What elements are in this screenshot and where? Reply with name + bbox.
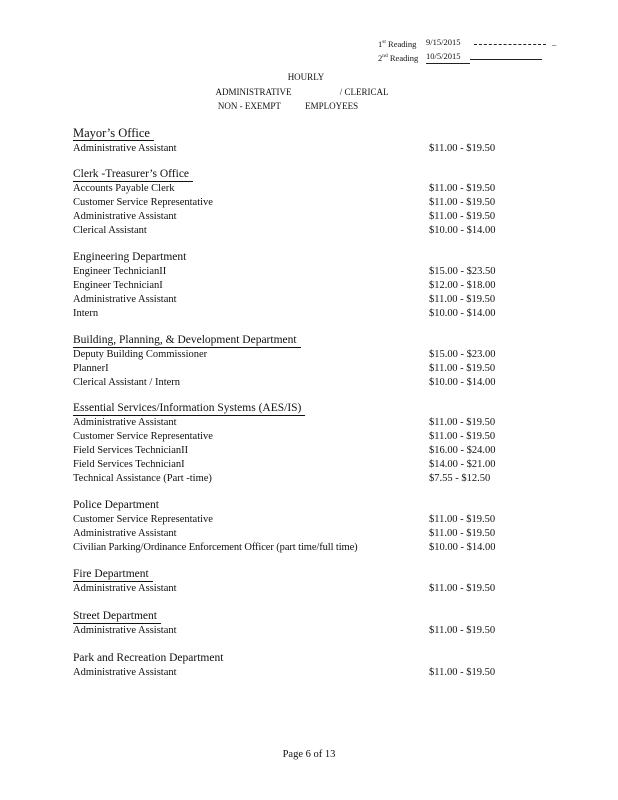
pay-range: $11.00 - $19.50 (429, 417, 496, 428)
title-clerical: / CLERICAL (339, 87, 389, 97)
pay-range: $11.00 - $19.50 (429, 431, 496, 442)
table-row (73, 624, 513, 638)
table-row (73, 666, 513, 680)
pay-range: $11.00 - $19.50 (429, 211, 496, 222)
pay-range: $11.00 - $19.50 (429, 294, 496, 305)
pay-range: $11.00 - $19.50 (429, 514, 496, 525)
position-title: Administrative Assistant (73, 667, 177, 678)
table-row (73, 527, 513, 541)
table-row (73, 430, 513, 444)
table-row (73, 182, 513, 196)
position-title: Administrative Assistant (73, 294, 177, 305)
position-title: Accounts Payable Clerk (73, 183, 175, 194)
position-title: Customer Service Representative (73, 514, 213, 525)
section-clerk-treasurer (73, 164, 513, 238)
position-title: Customer Service Representative (73, 431, 213, 442)
table-row (73, 279, 513, 293)
pay-range: $10.00 - $14.00 (429, 377, 496, 388)
position-title: Administrative Assistant (73, 417, 177, 428)
position-title: PlannerI (73, 363, 109, 374)
table-row (73, 376, 513, 390)
pay-range: $10.00 - $14.00 (429, 308, 496, 319)
table-row (73, 513, 513, 527)
position-title: Technical Assistance (Part -time) (73, 473, 212, 484)
position-title: Engineer TechnicianI (73, 280, 163, 291)
pay-range: $10.00 - $14.00 (429, 225, 496, 236)
signature-line (474, 36, 546, 45)
table-row (73, 458, 513, 472)
pay-range: $11.00 - $19.50 (429, 583, 496, 594)
title-line-2 (0, 87, 618, 97)
table-row (73, 348, 513, 362)
position-title: Clerical Assistant / Intern (73, 377, 181, 388)
pay-range: $11.00 - $19.50 (429, 143, 496, 154)
table-row (73, 541, 513, 555)
reading-tail: _ (552, 37, 557, 47)
position-title: Administrative Assistant (73, 625, 177, 636)
section-fire (73, 564, 513, 596)
position-title: Field Services TechnicianII (73, 445, 189, 456)
reading-row-1 (378, 36, 556, 50)
title-line-1 (0, 72, 618, 82)
table-row (73, 582, 513, 596)
title-hourly: HOURLY (287, 72, 325, 82)
pay-range: $11.00 - $19.50 (429, 183, 496, 194)
section-park-recreation (73, 648, 513, 680)
pay-range: $16.00 - $24.00 (429, 445, 496, 456)
position-title: Customer Service Representative (73, 197, 213, 208)
position-title: Administrative Assistant (73, 211, 177, 222)
position-title: Engineer TechnicianII (73, 266, 167, 277)
table-row (73, 142, 513, 156)
table-row (73, 472, 513, 486)
pay-range: $11.00 - $19.50 (429, 667, 496, 678)
pay-range: $10.00 - $14.00 (429, 542, 496, 553)
section-heading: Fire Department (73, 567, 153, 582)
table-row (73, 444, 513, 458)
pay-range: $11.00 - $19.50 (429, 528, 496, 539)
table-row (73, 196, 513, 210)
title-administrative: ADMINISTRATIVE (215, 87, 292, 97)
pay-range: $11.00 - $19.50 (429, 625, 496, 636)
reading-label: 1st Reading (378, 38, 417, 49)
pay-range: $7.55 - $12.50 (429, 473, 491, 484)
pay-range: $11.00 - $19.50 (429, 363, 496, 374)
table-row (73, 307, 513, 321)
reading-row-2 (378, 50, 556, 64)
table-row (73, 293, 513, 307)
section-heading: Street Department (73, 609, 161, 624)
page-number: Page 6 of 13 (282, 749, 336, 760)
pay-range: $12.00 - $18.00 (429, 280, 496, 291)
position-title: Administrative Assistant (73, 528, 177, 539)
section-building-planning (73, 330, 513, 390)
signature-line (470, 50, 542, 60)
position-title: Clerical Assistant (73, 225, 147, 236)
position-title: Administrative Assistant (73, 143, 177, 154)
pay-range: $15.00 - $23.00 (429, 349, 496, 360)
reading-label: 2nd Reading (378, 52, 419, 63)
section-heading: Park and Recreation Department (73, 652, 224, 664)
title-employees: EMPLOYEES (305, 101, 359, 111)
pay-range: $15.00 - $23.50 (429, 266, 496, 277)
section-heading: Engineering Department (73, 251, 187, 263)
section-police (73, 495, 513, 555)
position-title: Civilian Parking/Ordinance Enforcement Officer (part time/full time) (73, 542, 358, 553)
position-title: Administrative Assistant (73, 583, 177, 594)
title-non-exempt: NON - EXEMPT (217, 101, 281, 111)
position-title: Intern (73, 308, 99, 319)
pay-range: $11.00 - $19.50 (429, 197, 496, 208)
table-row (73, 362, 513, 376)
section-mayors-office (73, 124, 513, 156)
table-row (73, 210, 513, 224)
position-title: Field Services TechnicianI (73, 459, 185, 470)
reading-dates (378, 36, 556, 64)
section-heading: Essential Services/Information Systems (AES/IS) (73, 401, 305, 416)
table-row (73, 265, 513, 279)
title-line-3 (0, 101, 618, 111)
table-row (73, 416, 513, 430)
section-heading: Building, Planning, & Development Department (73, 333, 301, 348)
section-engineering (73, 247, 513, 321)
table-row (73, 224, 513, 238)
section-street (73, 606, 513, 638)
section-heading: Police Department (73, 499, 159, 511)
section-heading: Clerk -Treasurer’s Office (73, 167, 193, 182)
reading-date: 10/5/2015 (426, 50, 470, 64)
section-heading: Mayor’s Office (73, 126, 154, 141)
pay-range: $14.00 - $21.00 (429, 459, 496, 470)
section-essential-services (73, 398, 513, 486)
position-title: Deputy Building Commissioner (73, 349, 208, 360)
reading-date: 9/15/2015 (426, 37, 461, 47)
